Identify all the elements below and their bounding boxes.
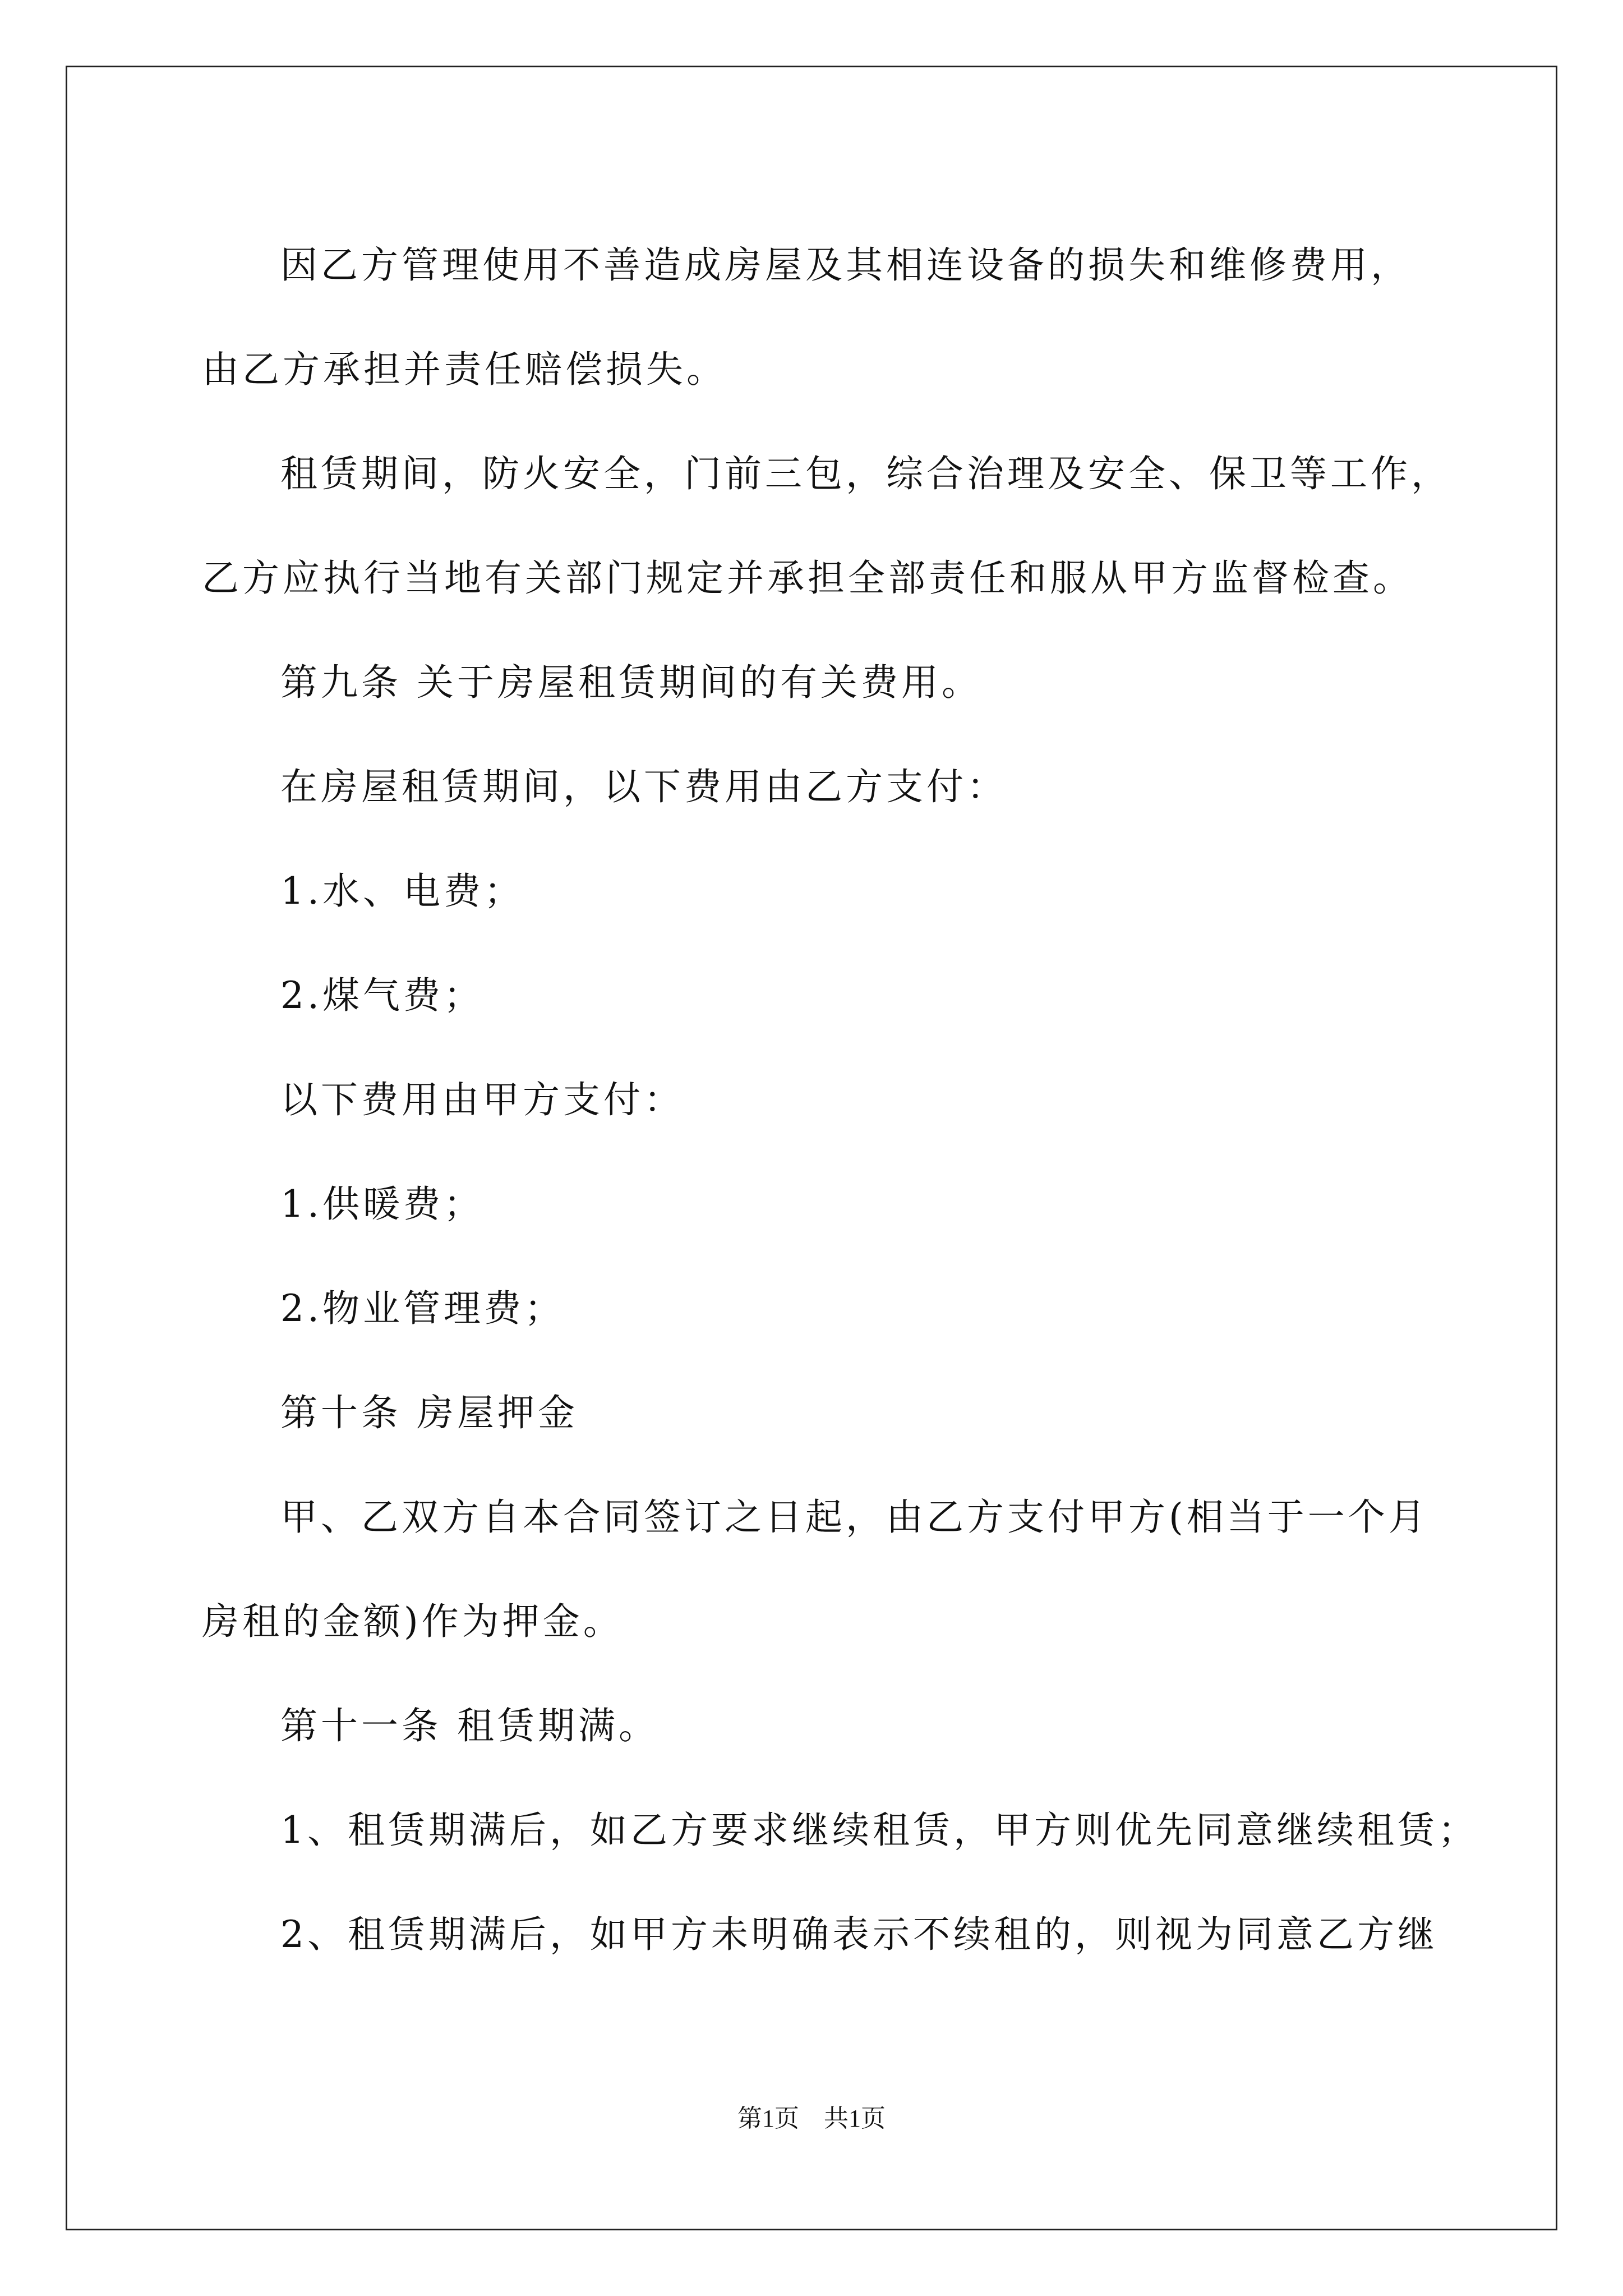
paragraph: 在房屋租赁期间，以下费用由乙方支付： (280, 765, 1007, 808)
paragraph: 因乙方管理使用不善造成房屋及其相连设备的损失和维修费用， (280, 243, 1411, 287)
list-item: 2.煤气费； (280, 974, 484, 1017)
list-item: 2、租赁期满后，如甲方未明确表示不续租的，则视为同意乙方继 (280, 1913, 1438, 1956)
paragraph: 甲、乙双方自本合同签订之日起，由乙方支付甲方(相当于一个月 (280, 1496, 1429, 1539)
list-item: 1.供暖费； (280, 1182, 484, 1226)
list-item: 2.物业管理费； (280, 1287, 565, 1330)
document-body (202, 213, 1478, 1987)
list-item: 1、租赁期满后，如乙方要求继续租赁，甲方则优先同意继续租赁； (280, 1809, 1478, 1852)
paragraph: 以下费用由甲方支付： (280, 1078, 684, 1121)
list-item: 1.水、电费； (280, 869, 524, 913)
article-heading: 第十条 房屋押金 (280, 1391, 578, 1434)
article-heading: 第十一条 租赁期满。 (280, 1704, 659, 1747)
paragraph: 租赁期间，防火安全，门前三包，综合治理及安全、保卫等工作， (280, 452, 1451, 495)
paragraph: 乙方应执行当地有关部门规定并承担全部责任和服从甲方监督检查。 (202, 556, 1413, 600)
paragraph: 房租的金额)作为押金。 (202, 1600, 624, 1643)
article-heading: 第九条 关于房屋租赁期间的有关费用。 (280, 661, 982, 704)
paragraph: 由乙方承担并责任赔偿损失。 (202, 348, 727, 391)
page-number-footer: 第1页 共1页 (737, 2105, 886, 2132)
